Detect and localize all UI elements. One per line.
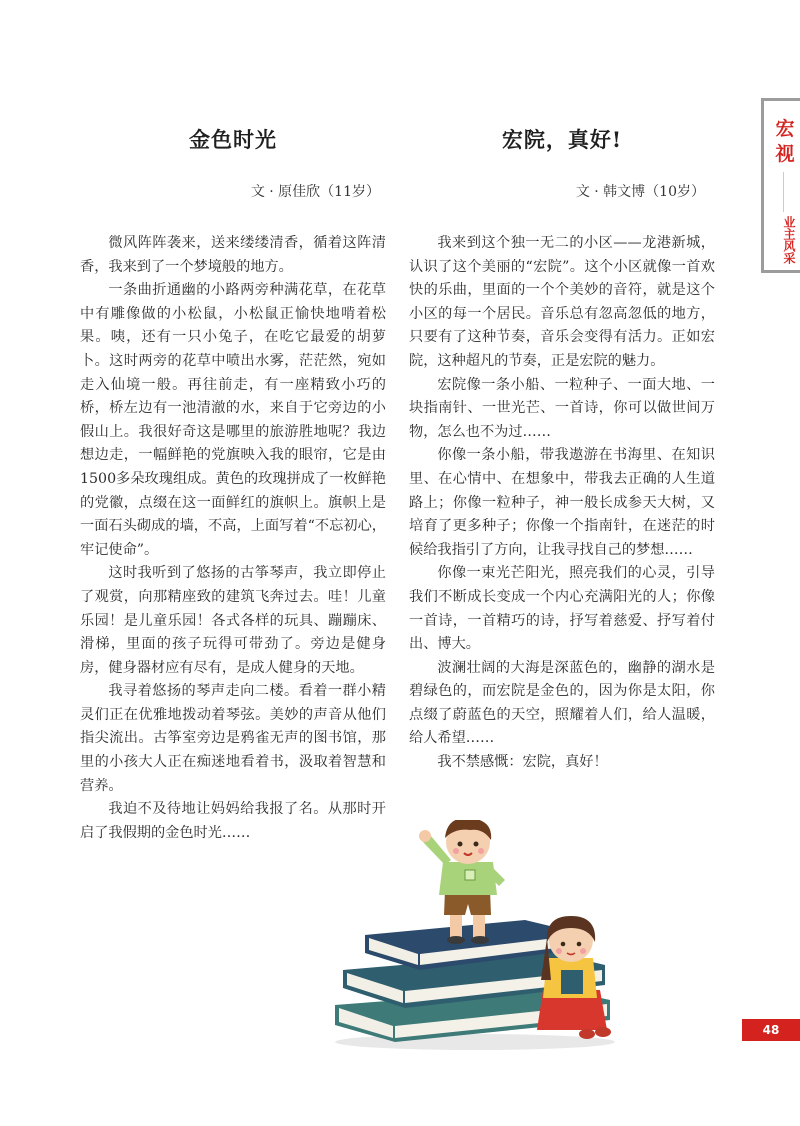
paragraph: 宏院像一条小船、一粒种子、一面大地、一块指南针、一世光芒、一首诗，你可以做世间万物，怎么也不为过……	[409, 376, 715, 440]
left-article-byline: 文 · 原佳欣（11岁）	[250, 184, 380, 200]
paragraph: 这时我听到了悠扬的古筝琴声，我立即停止了观赏，向那精座致的建筑飞奔过去。哇！儿童乐园！是儿童乐园！各式各样的玩具、蹦蹦床、滑梯，里面的孩子玩得可带劲了。旁边是健身房，健身器材应有尽有，是成人健身的天地。	[80, 565, 386, 676]
page-number: 48	[742, 1019, 800, 1041]
paragraph: 一条曲折通幽的小路两旁种满花草，在花草中有雕像做的小松鼠，小松鼠正愉快地啃着松果。咦，还有一只小兔子，在吃它最爱的胡萝卜。这时两旁的花草中喷出水雾，茫茫然，宛如走入仙境一般。再往前走，有一座精致小巧的桥，桥左边有一池清澈的水，来自于它旁边的小假山上。我很好奇这是哪里的旅游胜地呢？我边想边走，一幅鲜艳的党旗映入我的眼帘，它是由1500多朵玫瑰组成。黄色的玫瑰拼成了一枚鲜艳的党徽，点缀在这一面鲜红的旗帜上。旗帜上是一面石头砌成的墙，不高，上面写着“不忘初心，牢记使命”。	[80, 282, 386, 558]
brand-char-1: 宏	[775, 118, 795, 140]
tab-top-rule	[761, 98, 800, 101]
paragraph: 波澜壮阔的大海是深蓝色的，幽静的湖水是碧绿色的，而宏院是金色的，因为你是太阳，你点缀了蔚蓝色的天空，照耀着人们，给人温暖，给人希望……	[409, 659, 715, 747]
right-article-title: 宏院，真好!	[501, 127, 623, 152]
paragraph: 我迫不及待地让妈妈给我报了名。从那时开启了我假期的金色时光……	[80, 801, 386, 841]
paragraph: 你像一束光芒阳光，照亮我们的心灵，引导我们不断成长变成一个内心充满阳光的人；你像一首诗，一首精巧的诗，抒写着慈爱、抒写着付出、博大。	[409, 565, 715, 653]
children-on-books-illustration	[325, 820, 625, 1055]
brand-char-2: 视	[775, 143, 795, 165]
left-article-body	[80, 232, 386, 845]
side-brand-tab	[761, 98, 800, 273]
tab-bottom-rule	[761, 270, 800, 273]
left-article-title: 金色时光	[189, 127, 277, 152]
paragraph: 你像一条小船，带我遨游在书海里、在知识里、在心情中、在想象中，带我去正确的人生道路上；你像一粒种子，神一般长成参天大树，又培育了更多种子；你像一个指南针，在迷茫的时候给我指引了方向，让我寻找自己的梦想……	[409, 447, 715, 558]
paragraph: 微风阵阵袭来，送来缕缕清香，循着这阵清香，我来到了一个梦境般的地方。	[80, 235, 386, 275]
paragraph: 我来到这个独一无二的小区——龙港新城，认识了这个美丽的“宏院”。这个小区就像一首欢快的乐曲，里面的一个个美妙的音符，就是这个小区的每一个居民。音乐总有忽高忽低的地方，只要有了这种节奏，音乐会变得有活力。正如宏院，这种超凡的节奏，正是宏院的魅力。	[409, 235, 715, 369]
paragraph: 我不禁感慨：宏院，真好！	[437, 754, 608, 771]
tab-left-rule	[761, 98, 764, 273]
paragraph: 我寻着悠扬的琴声走向二楼。看着一群小精灵们正在优雅地拨动着琴弦。美妙的声音从他们指尖流出。古筝室旁边是鸦雀无声的图书馆，那里的小孩大人正在痴迷地看着书，汲取着智慧和营养。	[80, 683, 386, 794]
section-label: 业主风采	[782, 216, 796, 264]
tab-divider	[783, 172, 784, 212]
right-article-byline: 文 · 韩文博（10岁）	[575, 184, 705, 200]
right-article-body	[409, 232, 715, 775]
